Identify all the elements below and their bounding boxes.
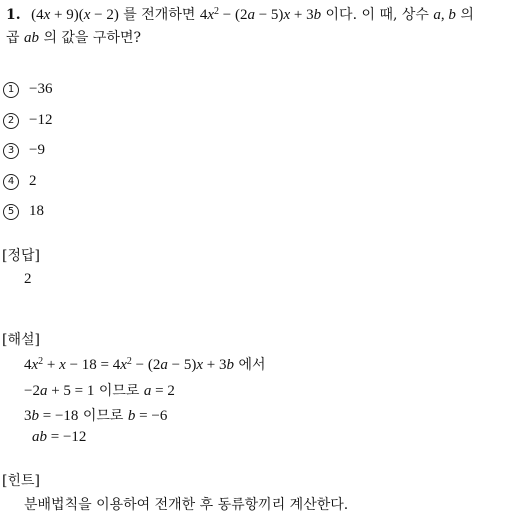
explanation-suffix-1: 에서 xyxy=(238,357,266,373)
answer-value: 2 xyxy=(24,271,32,287)
explanation-suffix-3: 이므로 xyxy=(82,408,124,424)
choice-value: −36 xyxy=(29,81,53,97)
question-number: 1. xyxy=(6,7,21,23)
choice-value: 18 xyxy=(29,203,44,219)
question-text-part5: 의 값을 구하면? xyxy=(43,30,141,46)
choice-marker: 3 xyxy=(3,143,19,159)
hint-text: 분배법칙을 이용하여 전개한 후 동류항끼리 계산한다. xyxy=(24,497,349,513)
explanation-equation-1: $4x^2 + x - 18 = 4x^2 - (2a - 5)x + 3b$ xyxy=(24,356,234,373)
question-text xyxy=(6,4,526,50)
choice-2[interactable] xyxy=(3,112,52,129)
explanation-line-2 xyxy=(24,380,175,400)
explanation-line-4: ab = −12 xyxy=(32,429,87,445)
answer-label: [정답] xyxy=(2,248,40,264)
choice-marker: 1 xyxy=(3,82,19,98)
explanation-result-b: b = −6 xyxy=(127,408,168,424)
explanation-result-a: a = 2 xyxy=(143,383,175,399)
expression-product: (4x + 9)(x − 2) xyxy=(31,7,119,23)
question-text-part4: 곱 xyxy=(6,30,20,46)
choice-marker: 2 xyxy=(3,113,19,129)
choice-marker: 4 xyxy=(3,174,19,190)
explanation-equation-3: 3b = −18 xyxy=(24,408,79,424)
hint-label: [힌트] xyxy=(2,473,40,489)
choice-marker: 5 xyxy=(3,204,19,220)
explanation-equation-2: −2a + 5 = 1 xyxy=(24,383,95,399)
expression-expanded: $4x^2 - (2a - 5)x + 3b$ xyxy=(199,6,322,23)
choice-value: 2 xyxy=(29,173,37,189)
choice-3[interactable] xyxy=(3,142,45,159)
explanation-line-3 xyxy=(24,405,167,425)
choice-5[interactable] xyxy=(3,203,44,220)
constants-ab: a, b xyxy=(433,7,456,23)
choice-value: −9 xyxy=(29,142,45,158)
choice-1[interactable] xyxy=(3,81,52,98)
question-text-part2: 이다. 이 때, 상수 xyxy=(325,7,429,23)
product-ab: ab xyxy=(23,30,39,46)
question-text-part1: 를 전개하면 xyxy=(123,7,196,23)
choice-value: −12 xyxy=(29,112,53,128)
explanation-label: [해설] xyxy=(2,332,40,348)
choice-4[interactable] xyxy=(3,173,37,190)
explanation-line-1 xyxy=(24,354,266,374)
explanation-suffix-2: 이므로 xyxy=(98,383,140,399)
question-text-part3: 의 xyxy=(460,7,474,23)
